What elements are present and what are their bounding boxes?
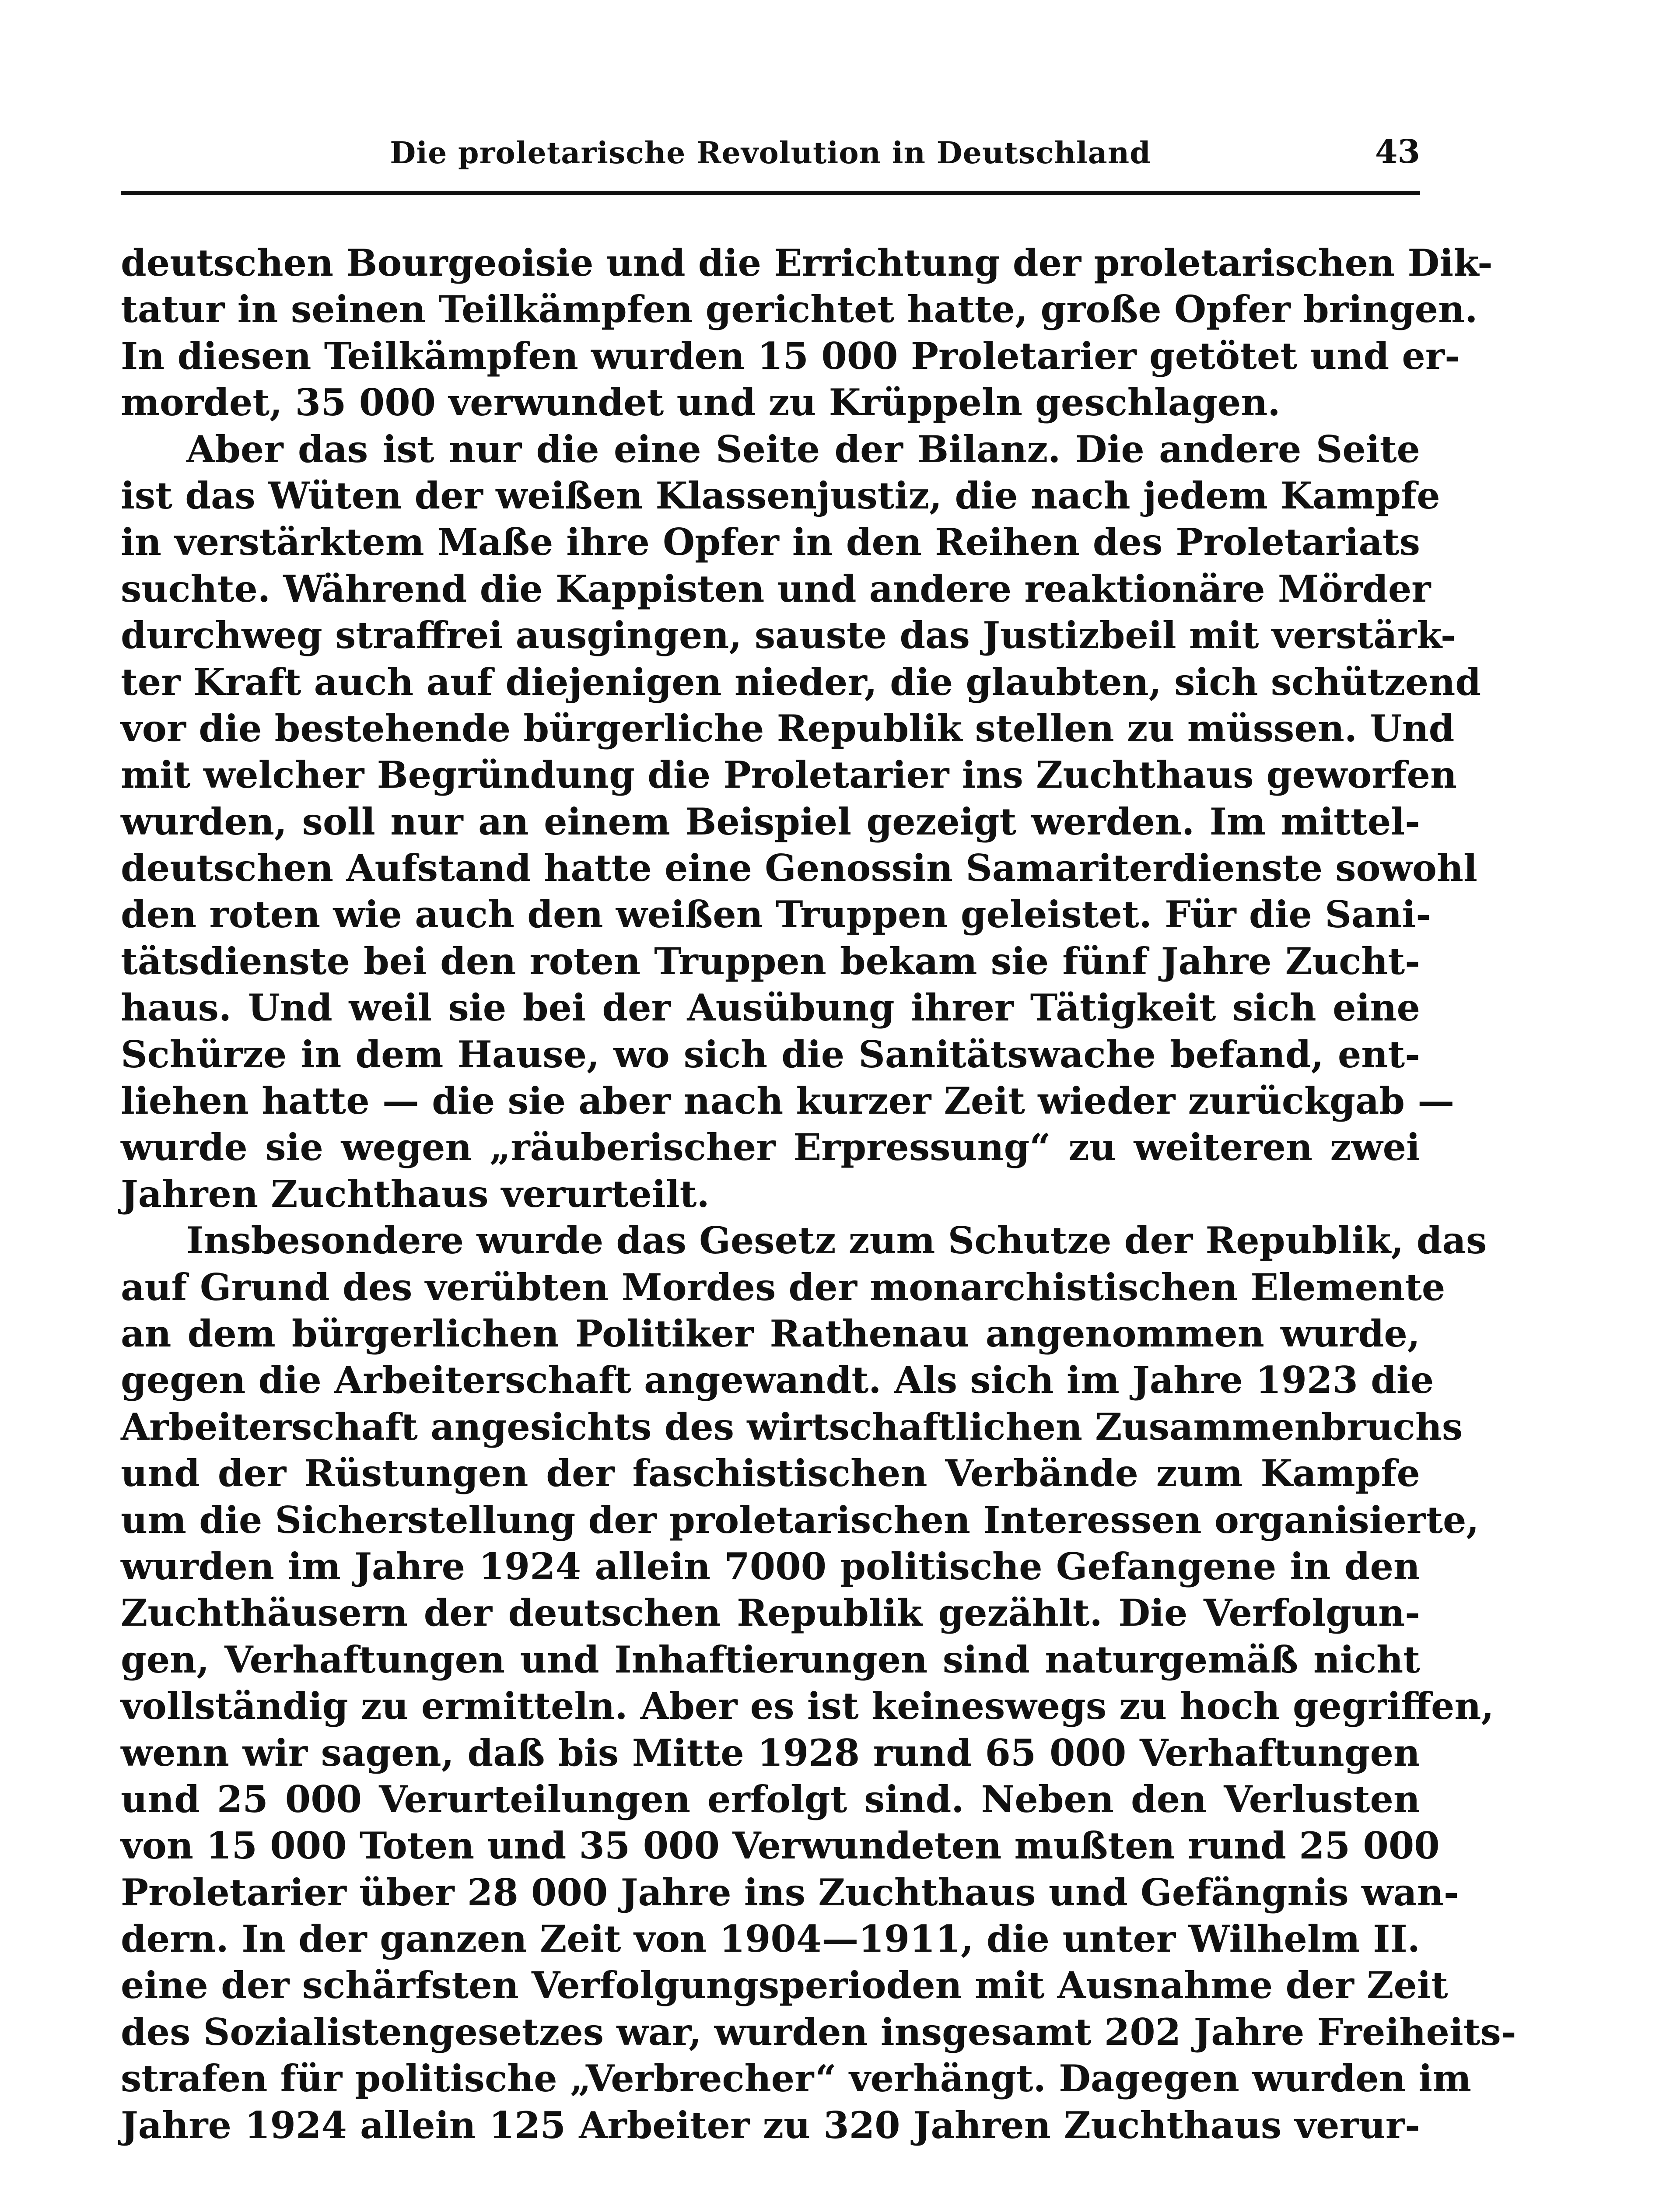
text-line: ist das Wüten der weißen Klassenjustiz, die nach jedem Kampfe [121,473,1440,517]
text-line: an dem bürgerlichen Politiker Rathenau angenommen wurde, [121,1311,1420,1355]
text-line: auf Grund des verübten Mordes der monarchistischen Elemente [121,1265,1446,1309]
text-line: gegen die Arbeiterschaft angewandt. Als sich im Jahre 1923 die [121,1358,1434,1402]
text-line: suchte. Während die Kappisten und andere reaktionäre Mörder [121,567,1431,610]
text-line: tätsdienste bei den roten Truppen bekam sie fünf Jahre Zucht- [121,939,1420,983]
text-line: gen, Verhaftungen und Inhaftierungen sind naturgemäß nicht [121,1637,1420,1681]
text-line: Proletarier über 28 000 Jahre ins Zuchthaus und Gefängnis wan- [121,1870,1459,1914]
text-line: tatur in seinen Teilkämpfen gerichtet hatte, große Opfer bringen. [121,288,1478,331]
text-line: Arbeiterschaft angesichts des wirtschaftlichen Zusammenbruchs [121,1405,1463,1448]
text-line: und der Rüstungen der faschistischen Verbände zum Kampfe [121,1452,1420,1495]
text-line: wenn wir sagen, daß bis Mitte 1928 rund 65 000 Verhaftungen [121,1731,1420,1774]
text-line: und 25 000 Verurteilungen erfolgt sind. Neben den Verlusten [121,1777,1420,1821]
text-line: von 15 000 Toten und 35 000 Verwundeten mußten rund 25 000 [121,1824,1440,1868]
text-line: liehen hatte — die sie aber nach kurzer Zeit wieder zurückgab — [121,1079,1455,1123]
body-text [121,240,1516,2149]
text-line: In diesen Teilkämpfen wurden 15 000 Proletarier getötet und er- [121,334,1460,378]
text-line: Schürze in dem Hause, wo sich die Sanitätswache befand, ent- [121,1032,1420,1076]
text-line: des Sozialistengesetzes war, wurden insgesamt 202 Jahre Freiheits- [121,2010,1516,2054]
text-line: Insbesondere wurde das Gesetz zum Schutze der Republik, das [186,1219,1487,1262]
text-line: Jahren Zuchthaus verurteilt. [121,1172,710,1216]
text-line: durchweg straffrei ausgingen, sauste das Justizbeil mit verstärk- [121,614,1456,657]
running-head [121,131,1420,179]
text-line: deutschen Bourgeoisie und die Errichtung der proletarischen Dik- [121,241,1493,284]
text-line: deutschen Aufstand hatte eine Genossin Samariterdienste sowohl [121,846,1477,890]
text-line: vor die bestehende bürgerliche Republik stellen zu müssen. Und [121,706,1455,750]
text-line: mit welcher Begründung die Proletarier ins Zuchthaus geworfen [121,753,1457,797]
text-line: haus. Und weil sie bei der Ausübung ihrer Tätigkeit sich eine [121,986,1420,1030]
text-line: strafen für politische „Verbrecher“ verhängt. Dagegen wurden im [121,2057,1471,2100]
text-line: Zuchthäusern der deutschen Republik gezählt. Die Verfolgun- [121,1591,1420,1635]
page-number: 43 [1375,133,1420,171]
text-line: mordet, 35 000 verwundet und zu Krüppeln geschlagen. [121,381,1281,424]
text-line: in verstärktem Maße ihre Opfer in den Reihen des Proletariats [121,520,1420,564]
text-line: Jahre 1924 allein 125 Arbeiter zu 320 Jahren Zuchthaus verur- [121,2103,1420,2147]
text-line: wurden im Jahre 1924 allein 7000 politische Gefangene in den [121,1544,1420,1588]
running-head-title: Die proletarische Revolution in Deutschland [390,136,1151,171]
text-line: eine der schärfsten Verfolgungsperioden mit Ausnahme der Zeit [121,1964,1448,2007]
text-line: wurde sie wegen „räuberischer Erpressung“ zu weiteren zwei [121,1126,1420,1169]
text-line: ter Kraft auch auf diejenigen nieder, die glaubten, sich schützend [121,660,1481,704]
text-line: den roten wie auch den weißen Truppen geleistet. Für die Sani- [121,893,1432,936]
text-line: um die Sicherstellung der proletarischen Interessen organisierte, [121,1498,1479,1542]
header-rule [121,191,1420,195]
text-line: wurden, soll nur an einem Beispiel gezeigt werden. Im mittel- [121,799,1420,843]
text-line: Aber das ist nur die eine Seite der Bilanz. Die andere Seite [186,427,1420,471]
text-line: dern. In der ganzen Zeit von 1904—1911, die unter Wilhelm II. [121,1917,1420,1961]
text-line: vollständig zu ermitteln. Aber es ist keineswegs zu hoch gegriffen, [121,1684,1494,1728]
